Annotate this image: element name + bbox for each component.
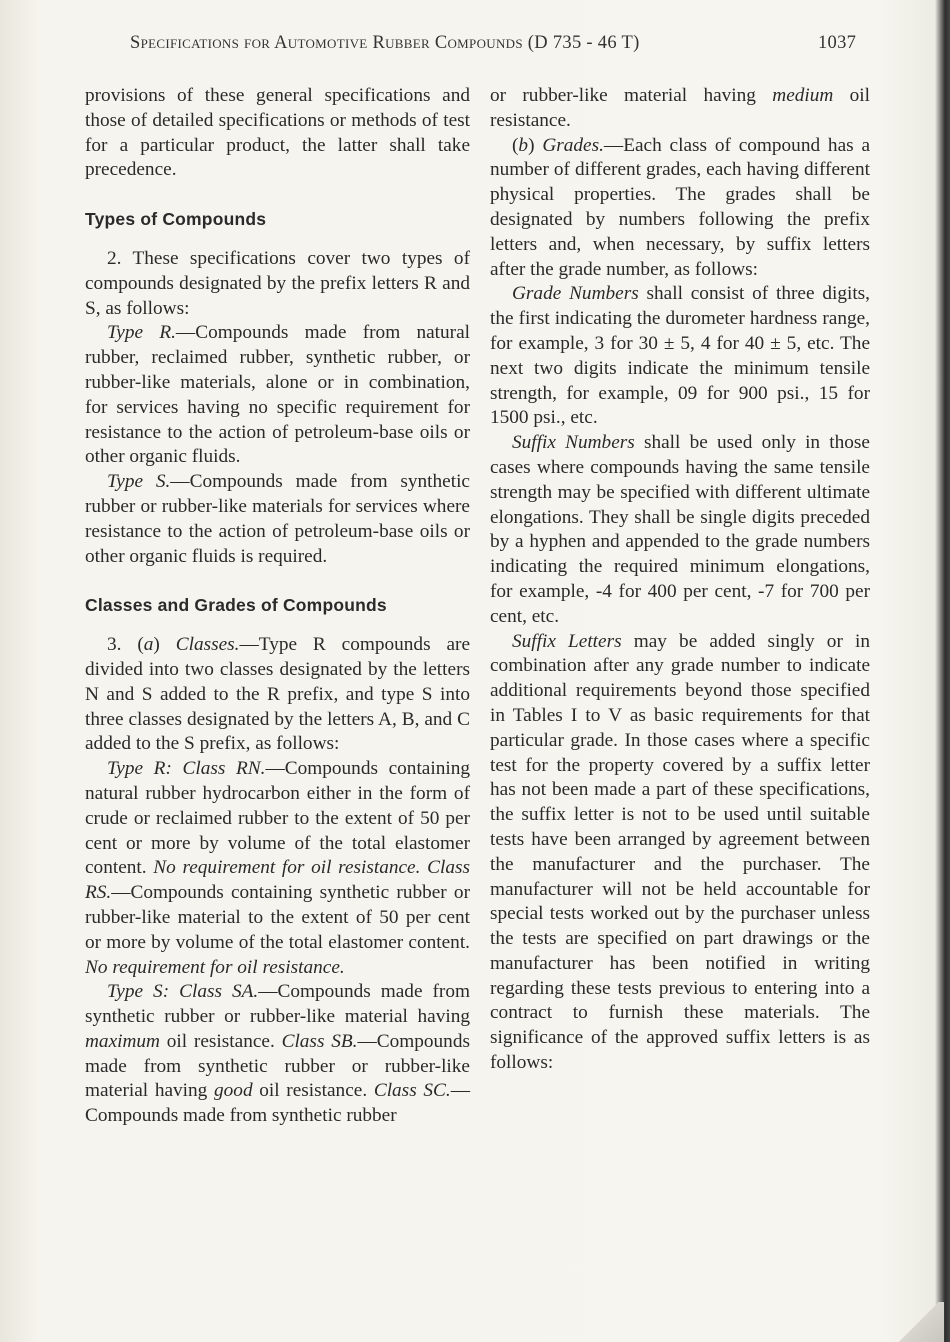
class-sa-text: —Compounds made from synthetic rubber or rubber-like material having: [85, 981, 470, 1028]
paragraph-grade-numbers: [490, 282, 870, 431]
paragraph-3a: [85, 633, 470, 757]
page-number: 1037: [818, 33, 857, 53]
heading-classes-and-grades: Classes and Grades of Compounds: [85, 595, 387, 616]
b-letter: b: [518, 134, 529, 156]
page-corner-curl: [894, 1302, 944, 1342]
paragraph-type-s-classes: [85, 980, 470, 1129]
grade-numbers-label: Grade Numbers: [512, 283, 639, 305]
paragraph-3b-grades: [490, 134, 870, 283]
header-designation: (D 735 - 46 T): [527, 33, 640, 53]
suffix-letters-label: Suffix Letters: [512, 630, 622, 652]
paragraph-suffix-letters: [490, 630, 870, 1076]
sc-emphasis: medium: [772, 85, 834, 106]
class-rn-label: Type R: Class RN.: [107, 758, 266, 780]
header-title: Specifications for Automotive Rubber Compounds: [130, 33, 523, 53]
suffix-letters-text: may be added singly or in combination after any grade number to indicate additional requirements beyond those specified in Tables I to V as basic requirements for that particular grade. In those cases where a specific test for the property covered by a suffix letter has not been made a part of these specifications, the suffix letter is not to be used until suitable tests have been arranged by agreement between the manufacturer and the purchaser. The manufacturer will not be held accountable for special tests worked out by the purchaser unless the tests are specified on part drawings or the manufacturer has been notified in writing regarding these tests previous to entering into a contract to furnish these materials. The significance of the approved suffix letters is as follows:: [490, 630, 870, 1074]
class-rs-text: —Compounds containing synthetic rubber or rubber-like material to the extent of 50 per cent or more by volume of the total elastomer content.: [85, 882, 470, 953]
grades-text: —Each class of compound has a number of different grades, each having different physical properties. The grades shall be designated by numbers following the prefix letters and, when necessary, by suffix letters after the grade number, as follows:: [490, 134, 870, 280]
paragraph-class-sc-continuation: [490, 84, 870, 134]
sc-continuation-text: or rubber-like material having: [490, 85, 773, 106]
p3-close: ): [153, 634, 176, 656]
paragraph-2: 2. These specifications cover two types of compounds designated by the prefix letters R and S, as follows:: [85, 247, 470, 319]
class-sb-emphasis: good: [214, 1080, 253, 1102]
b-open: (: [512, 134, 519, 156]
class-rs-label: Class RS.: [85, 857, 470, 904]
type-r-text: —Compounds made from natural rubber, reclaimed rubber, synthetic rubber, or rubber-like materials, alone or in combination, for services having no specific requirement for resistance to the action of petroleum-base oils or other organic fluids.: [85, 322, 470, 468]
type-s-text: —Compounds made from synthetic rubber or rubber-like materials for services where resistance to the action of petroleum-base oils or other organic fluids is required.: [85, 471, 470, 567]
class-sb-end: oil resistance.: [252, 1080, 368, 1102]
sc-end: oil resistance.: [490, 85, 870, 131]
p3-number: 3. (: [107, 634, 144, 656]
classes-text: —Type R compounds are divided into two classes designated by the letters N and S added to the R prefix, and type S into three classes designated by the letters A, B, and C added to the S prefix, as follows:: [85, 634, 471, 755]
class-rn-text: —Compounds containing natural rubber hydrocarbon either in the form of crude or reclaimed rubber to the extent of 50 per cent or more by volume of the total elastomer content.: [85, 758, 470, 879]
heading-types-of-compounds: Types of Compounds: [85, 209, 267, 230]
suffix-numbers-text: shall be used only in those cases where compounds having the same tensile strength may be specified with different ultimate elongations. They shall be single digits preceded by a hyphen and appended to the grade numbers indicating the required minimum elongations, for example, -4 for 400 per cent, -7 for 700 per cent, etc.: [490, 432, 870, 627]
left-column: [85, 84, 470, 1129]
class-sb-text: —Compounds made from synthetic rubber or rubber-like material having: [85, 1030, 470, 1102]
paragraph-suffix-numbers: [490, 431, 870, 629]
paragraph-type-r: [85, 321, 470, 470]
b-close: ): [528, 134, 543, 156]
type-r-label: Type R.: [107, 322, 176, 344]
paragraph-type-s: [85, 470, 470, 569]
class-rn-note: No requirement for oil resistance.: [153, 857, 421, 879]
class-sb-label: Class SB.: [281, 1030, 358, 1052]
class-sa-label: Type S: Class SA.: [107, 981, 259, 1003]
class-sa-emphasis: maximum: [85, 1030, 160, 1052]
class-sc-label: Class SC.: [373, 1080, 451, 1102]
suffix-numbers-label: Suffix Numbers: [512, 432, 635, 454]
class-sa-end: oil resistance.: [159, 1030, 275, 1052]
paragraph-continuation: provisions of these general specifications and those of detailed specifications or methods of test for a particular product, the latter shall take precedence.: [85, 85, 470, 181]
p3-letter: a: [143, 634, 154, 656]
right-column: [490, 84, 870, 1076]
classes-label: Classes.: [175, 634, 240, 656]
grades-label: Grades.: [542, 134, 604, 156]
class-sc-text: —Compounds made from synthetic rubber: [85, 1080, 470, 1127]
grade-numbers-text: shall consist of three digits, the first indicating the durometer hardness range, for example, 3 for 30 ± 5, 4 for 40 ± 5, etc. The next two digits indicate the minimum tensile strength, for example, 09 for 900 psi., 15 for 1500 psi., etc.: [490, 283, 871, 429]
running-header: [130, 33, 890, 54]
type-s-label: Type S.: [107, 471, 171, 493]
class-rs-note: No requirement for oil resistance.: [85, 956, 345, 978]
paragraph-class-rn-rs: [85, 757, 470, 980]
